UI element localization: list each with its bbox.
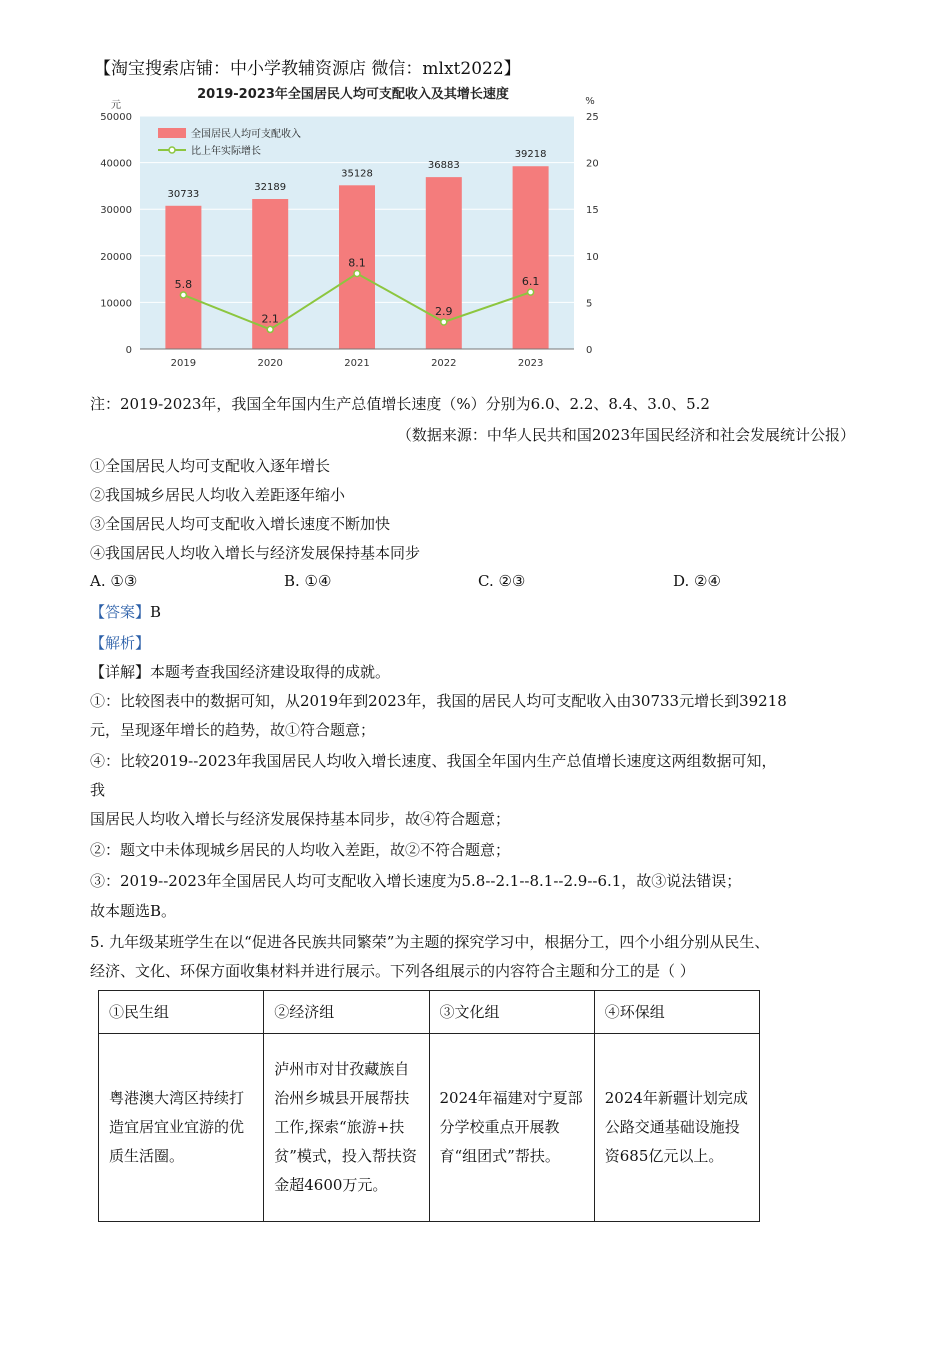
x-tick-label: 2022 — [431, 358, 457, 369]
right-tick-label: 0 — [586, 345, 593, 356]
left-tick-label: 50000 — [100, 112, 132, 123]
bar-value-label: 35128 — [341, 168, 373, 180]
right-tick-label: 20 — [586, 158, 599, 170]
explanation-line: ③：2019--2023年全国居民人均可支配收入增长速度为5.8--2.1--8.1--2.9--6.1，故③说法错误； — [90, 872, 742, 890]
answer-tag: 【答案】 — [90, 603, 151, 621]
x-tick-label: 2021 — [344, 358, 370, 369]
growth-point — [267, 326, 273, 332]
x-tick-label: 2020 — [257, 358, 283, 369]
statement-4: ④我国居民人均收入增长与经济发展保持基本同步 — [90, 544, 421, 562]
growth-value-label: 2.1 — [261, 312, 279, 326]
legend-bar-swatch — [158, 128, 186, 138]
option-a[interactable]: A. ①③ — [90, 572, 138, 590]
statement-1: ①全国居民人均可支配收入逐年增长 — [90, 457, 331, 475]
left-tick-label: 10000 — [100, 298, 132, 310]
income-chart — [98, 82, 608, 377]
explanation-line: 国居民人均收入增长与经济发展保持基本同步，故④符合题意； — [90, 810, 511, 828]
left-tick-label: 0 — [125, 345, 132, 356]
header-livelihood: ①民生组 — [99, 991, 264, 1034]
x-tick-label: 2019 — [170, 358, 197, 369]
explanation-line: ②：题文中未体现城乡居民的人均收入差距，故②不符合题意； — [90, 841, 511, 859]
growth-value-label: 2.9 — [435, 304, 453, 318]
answer-value: B — [150, 603, 162, 621]
analysis-tag: 【解析】 — [90, 634, 151, 652]
legend-line-label: 比上年实际增长 — [191, 146, 261, 157]
option-c[interactable]: C. ②③ — [478, 572, 526, 590]
right-tick-label: 25 — [586, 112, 599, 123]
cell-culture: 2024年福建对宁夏部分学校重点开展教育“组团式”帮扶。 — [429, 1034, 594, 1222]
left-axis-unit: 元 — [111, 100, 121, 111]
left-tick-label: 40000 — [100, 158, 132, 170]
chart-title: 2019-2023年全国居民人均可支配收入及其增长速度 — [197, 87, 509, 102]
x-tick-label: 2023 — [517, 358, 544, 369]
growth-point — [441, 319, 447, 325]
cell-economy: 泸州市对甘孜藏族自治州乡城县开展帮扶工作,探索“旅游+扶贫”模式，投入帮扶资金超4600万元。 — [264, 1034, 429, 1222]
explanation-line: 【详解】本题考查我国经济建设取得的成就。 — [90, 663, 391, 681]
header-economy: ②经济组 — [264, 991, 429, 1034]
right-tick-label: 5 — [586, 298, 593, 310]
statement-2: ②我国城乡居民人均收入差距逐年缩小 — [90, 486, 346, 504]
legend-bar-label: 全国居民人均可支配收入 — [191, 129, 301, 140]
option-d[interactable]: D. ②④ — [673, 572, 721, 590]
right-tick-label: 10 — [586, 251, 599, 263]
explanation-line: 我 — [90, 781, 106, 799]
left-tick-label: 20000 — [100, 251, 132, 263]
growth-point — [528, 289, 534, 295]
income-bar — [513, 166, 549, 349]
gdp-note: 注：2019-2023年，我国全年国内生产总值增长速度（%）分别为6.0、2.2、8.4、3.0、5.2 — [90, 395, 710, 413]
table-row — [99, 1034, 760, 1222]
data-source: （数据来源：中华人民共和国2023年国民经济和社会发展统计公报） — [396, 426, 855, 444]
growth-value-label: 6.1 — [521, 275, 540, 289]
table-header-row — [99, 991, 760, 1034]
growth-value-label: 8.1 — [348, 256, 366, 270]
growth-value-label: 5.8 — [174, 277, 193, 291]
explanation-line: ①：比较图表中的数据可知，从2019年到2023年，我国的居民人均可支配收入由30733元增长到39218 — [90, 692, 787, 710]
cell-environment: 2024年新疆计划完成公路交通基础设施投资685亿元以上。 — [594, 1034, 759, 1222]
option-b[interactable]: B. ①④ — [284, 572, 332, 590]
explanation-line: 故本题选B。 — [90, 902, 177, 920]
header-banner: 【淘宝搜索店铺：中小学教辅资源店 微信：mlxt2022】 — [94, 59, 521, 79]
left-tick-label: 30000 — [100, 205, 132, 217]
bar-value-label: 39218 — [514, 149, 547, 161]
legend-line-marker — [169, 147, 175, 153]
answer-line — [90, 602, 161, 622]
explanation-line: ④：比较2019--2023年我国居民人均收入增长速度、我国全年国内生产总值增长速度这两组数据可知， — [90, 752, 777, 770]
right-axis-unit: % — [585, 96, 595, 107]
cell-livelihood: 粤港澳大湾区持续打造宜居宜业宜游的优质生活圈。 — [99, 1034, 264, 1222]
groups-table — [98, 990, 760, 1222]
statement-3: ③全国居民人均可支配收入增长速度不断加快 — [90, 515, 391, 533]
explanation-line: 元，呈现逐年增长的趋势，故①符合题意； — [90, 721, 376, 739]
bar-value-label: 30733 — [167, 188, 200, 200]
growth-point — [180, 292, 186, 298]
question-5-line-1: 5. 九年级某班学生在以“促进各民族共同繁荣”为主题的探究学习中，根据分工，四个小组分别从民生、 — [90, 933, 770, 951]
right-tick-label: 15 — [586, 205, 599, 217]
growth-point — [354, 271, 360, 277]
header-environment: ④环保组 — [594, 991, 759, 1034]
header-culture: ③文化组 — [429, 991, 594, 1034]
bar-value-label: 36883 — [427, 160, 460, 172]
bar-value-label: 32189 — [254, 181, 287, 193]
question-5-line-2: 经济、文化、环保方面收集材料并进行展示。下列各组展示的内容符合主题和分工的是（ ） — [90, 962, 695, 980]
